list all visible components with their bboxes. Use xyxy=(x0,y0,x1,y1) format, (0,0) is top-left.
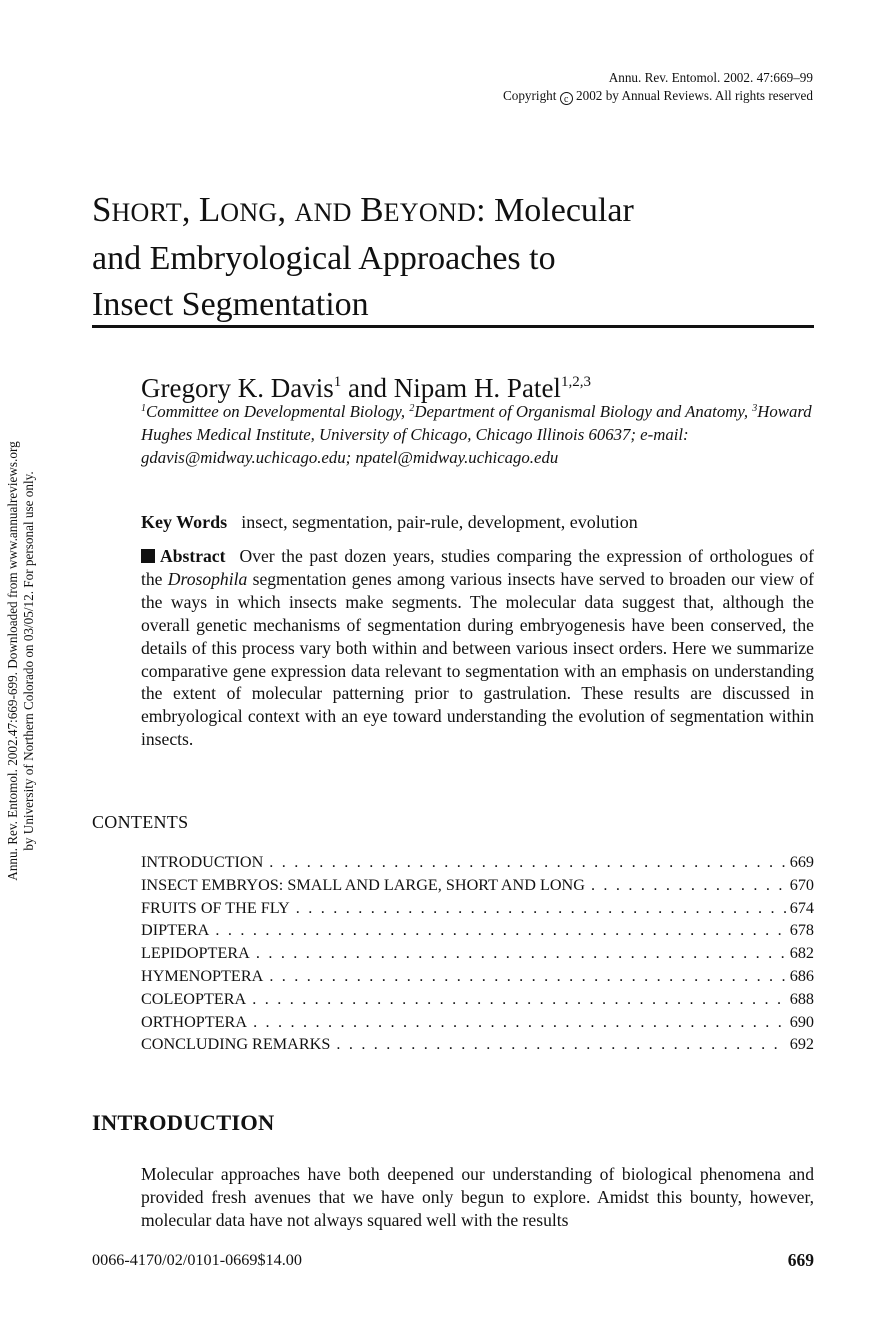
toc-label: INTRODUCTION xyxy=(141,853,264,871)
abstract-italic: Drosophila xyxy=(167,568,248,589)
author-conjunction: and xyxy=(347,373,387,403)
toc-label: ORTHOPTERA xyxy=(141,1012,248,1031)
abstract-text: Over the past dozen years, studies comparing the expression of orthologues of the xyxy=(141,546,814,589)
toc-leader xyxy=(591,874,786,897)
toc-entry[interactable] xyxy=(141,874,814,897)
title-part: : xyxy=(476,192,486,229)
journal-header xyxy=(503,69,813,105)
title-part: AND xyxy=(294,198,352,227)
keywords-label: Key Words xyxy=(141,512,228,532)
title-part: Molecular xyxy=(485,192,634,229)
toc-leader xyxy=(253,1011,786,1034)
copyright-text: 2002 by Annual Reviews. All rights reserved xyxy=(576,88,813,103)
title-line-3: Insect Segmentation xyxy=(92,286,369,323)
toc-page: 674 xyxy=(789,898,814,917)
toc-leader xyxy=(215,919,785,942)
author-superscript: 1,2,3 xyxy=(560,374,591,390)
affiliations xyxy=(141,397,821,469)
page-number: 669 xyxy=(787,1250,814,1270)
author-superscript: 1 xyxy=(333,374,342,390)
affiliation-text: Department of Organismal Biology and Anatomy, xyxy=(414,402,753,421)
toc-label: INSECT EMBRYOS: SMALL AND LARGE, SHORT AND LONG xyxy=(141,875,585,894)
toc-entry[interactable] xyxy=(141,1033,814,1056)
toc-leader xyxy=(269,851,785,874)
title-part: ONG xyxy=(220,198,278,227)
toc-leader xyxy=(252,988,786,1011)
toc-page: 669 xyxy=(789,853,814,871)
author-name: Gregory K. Davis xyxy=(141,373,334,403)
affiliation-sup: 1 xyxy=(141,403,146,414)
download-watermark xyxy=(5,325,37,997)
toc-entry[interactable] xyxy=(141,965,814,988)
title-rule xyxy=(92,325,814,328)
keywords xyxy=(141,510,638,534)
toc-page: 682 xyxy=(789,944,814,963)
introduction-heading: INTRODUCTION xyxy=(92,1110,275,1135)
watermark-line-1: Annu. Rev. Entomol. 2002.47:669-699. Downloaded from www.annualreviews.org xyxy=(5,441,20,881)
contents-heading: CONTENTS xyxy=(92,812,189,832)
title-line-2: and Embryological Approaches to xyxy=(92,240,556,277)
article-code: 0066-4170/02/0101-0669$14.00 xyxy=(92,1251,302,1269)
toc-leader xyxy=(296,897,786,920)
author-name: Nipam H. Patel xyxy=(393,373,561,403)
toc-label: LEPIDOPTERA xyxy=(141,944,250,963)
toc-page: 688 xyxy=(789,989,814,1008)
toc-label: DIPTERA xyxy=(141,921,210,940)
affiliation-text: Howard Hughes Medical Institute, University of Chicago, Chicago Illinois 60637; e-mail: gdavis@midway.uchicago.edu; npatel@midway.uchicago.edu xyxy=(141,402,812,467)
title-part: , xyxy=(181,192,199,229)
toc-label: CONCLUDING REMARKS xyxy=(141,1035,331,1054)
affiliation-sup: 2 xyxy=(409,403,415,414)
abstract-text: segmentation genes among various insects have served to broaden our view of the ways in which insects make segments. The molecular data suggest that, although the overall genetic mechanisms of segmentation during embryogenesis have been conserved, the details of this process vary both within and between various insect orders. Here we summarize comparative gene expression data relevant to segmentation with an emphasis on understanding the extent of molecular patterning prior to gastrulation. These results are discussed in embryological context with an eye toward understanding the evolution of segmentation within insects. xyxy=(141,568,814,750)
introduction-paragraph: Molecular approaches have both deepened our understanding of biological phenomena and provided fresh avenues that we have only begun to explore. Amidst this bounty, however, molecular data have not always squared well with the results xyxy=(141,1164,814,1230)
toc-entry[interactable] xyxy=(141,988,814,1011)
toc-entry[interactable] xyxy=(141,851,814,874)
copyright-icon: c xyxy=(560,92,573,105)
title-part: HORT xyxy=(111,198,182,227)
toc-leader xyxy=(256,942,786,965)
title-part: EYOND xyxy=(383,198,477,227)
toc-label: COLEOPTERA xyxy=(141,989,247,1008)
copyright-prefix: Copyright xyxy=(502,88,557,103)
title-part: , xyxy=(277,192,295,229)
toc-page: 686 xyxy=(789,966,814,985)
toc-label: FRUITS OF THE FLY xyxy=(141,898,290,917)
journal-citation: Annu. Rev. Entomol. 2002. 47:669–99 xyxy=(608,70,813,85)
title-part: S xyxy=(92,190,112,229)
toc-page: 692 xyxy=(789,1035,814,1054)
affiliation-text: Committee on Developmental Biology, xyxy=(146,402,410,421)
toc-entry[interactable] xyxy=(141,942,814,965)
square-bullet-icon xyxy=(141,549,155,563)
toc-leader xyxy=(336,1033,785,1056)
toc-entry[interactable] xyxy=(141,919,814,942)
toc-label: HYMENOPTERA xyxy=(141,966,264,985)
toc-entry[interactable] xyxy=(141,1011,814,1034)
affiliation-sup: 3 xyxy=(752,403,758,414)
abstract xyxy=(141,545,814,751)
copyright-line xyxy=(503,87,813,105)
keywords-text: insect, segmentation, pair-rule, development, evolution xyxy=(241,512,638,532)
title-part: L xyxy=(198,190,221,229)
title-part: B xyxy=(360,190,384,229)
table-of-contents xyxy=(141,851,814,1056)
toc-leader xyxy=(269,965,785,988)
toc-entry[interactable] xyxy=(141,897,814,920)
toc-page: 670 xyxy=(789,875,814,894)
toc-page: 690 xyxy=(789,1012,814,1031)
watermark-line-2: by University of Northern Colorado on 03/05/12. For personal use only. xyxy=(21,471,36,851)
article-title xyxy=(92,187,822,328)
title-part xyxy=(352,192,361,229)
abstract-label: Abstract xyxy=(160,546,226,566)
toc-page: 678 xyxy=(789,921,814,940)
